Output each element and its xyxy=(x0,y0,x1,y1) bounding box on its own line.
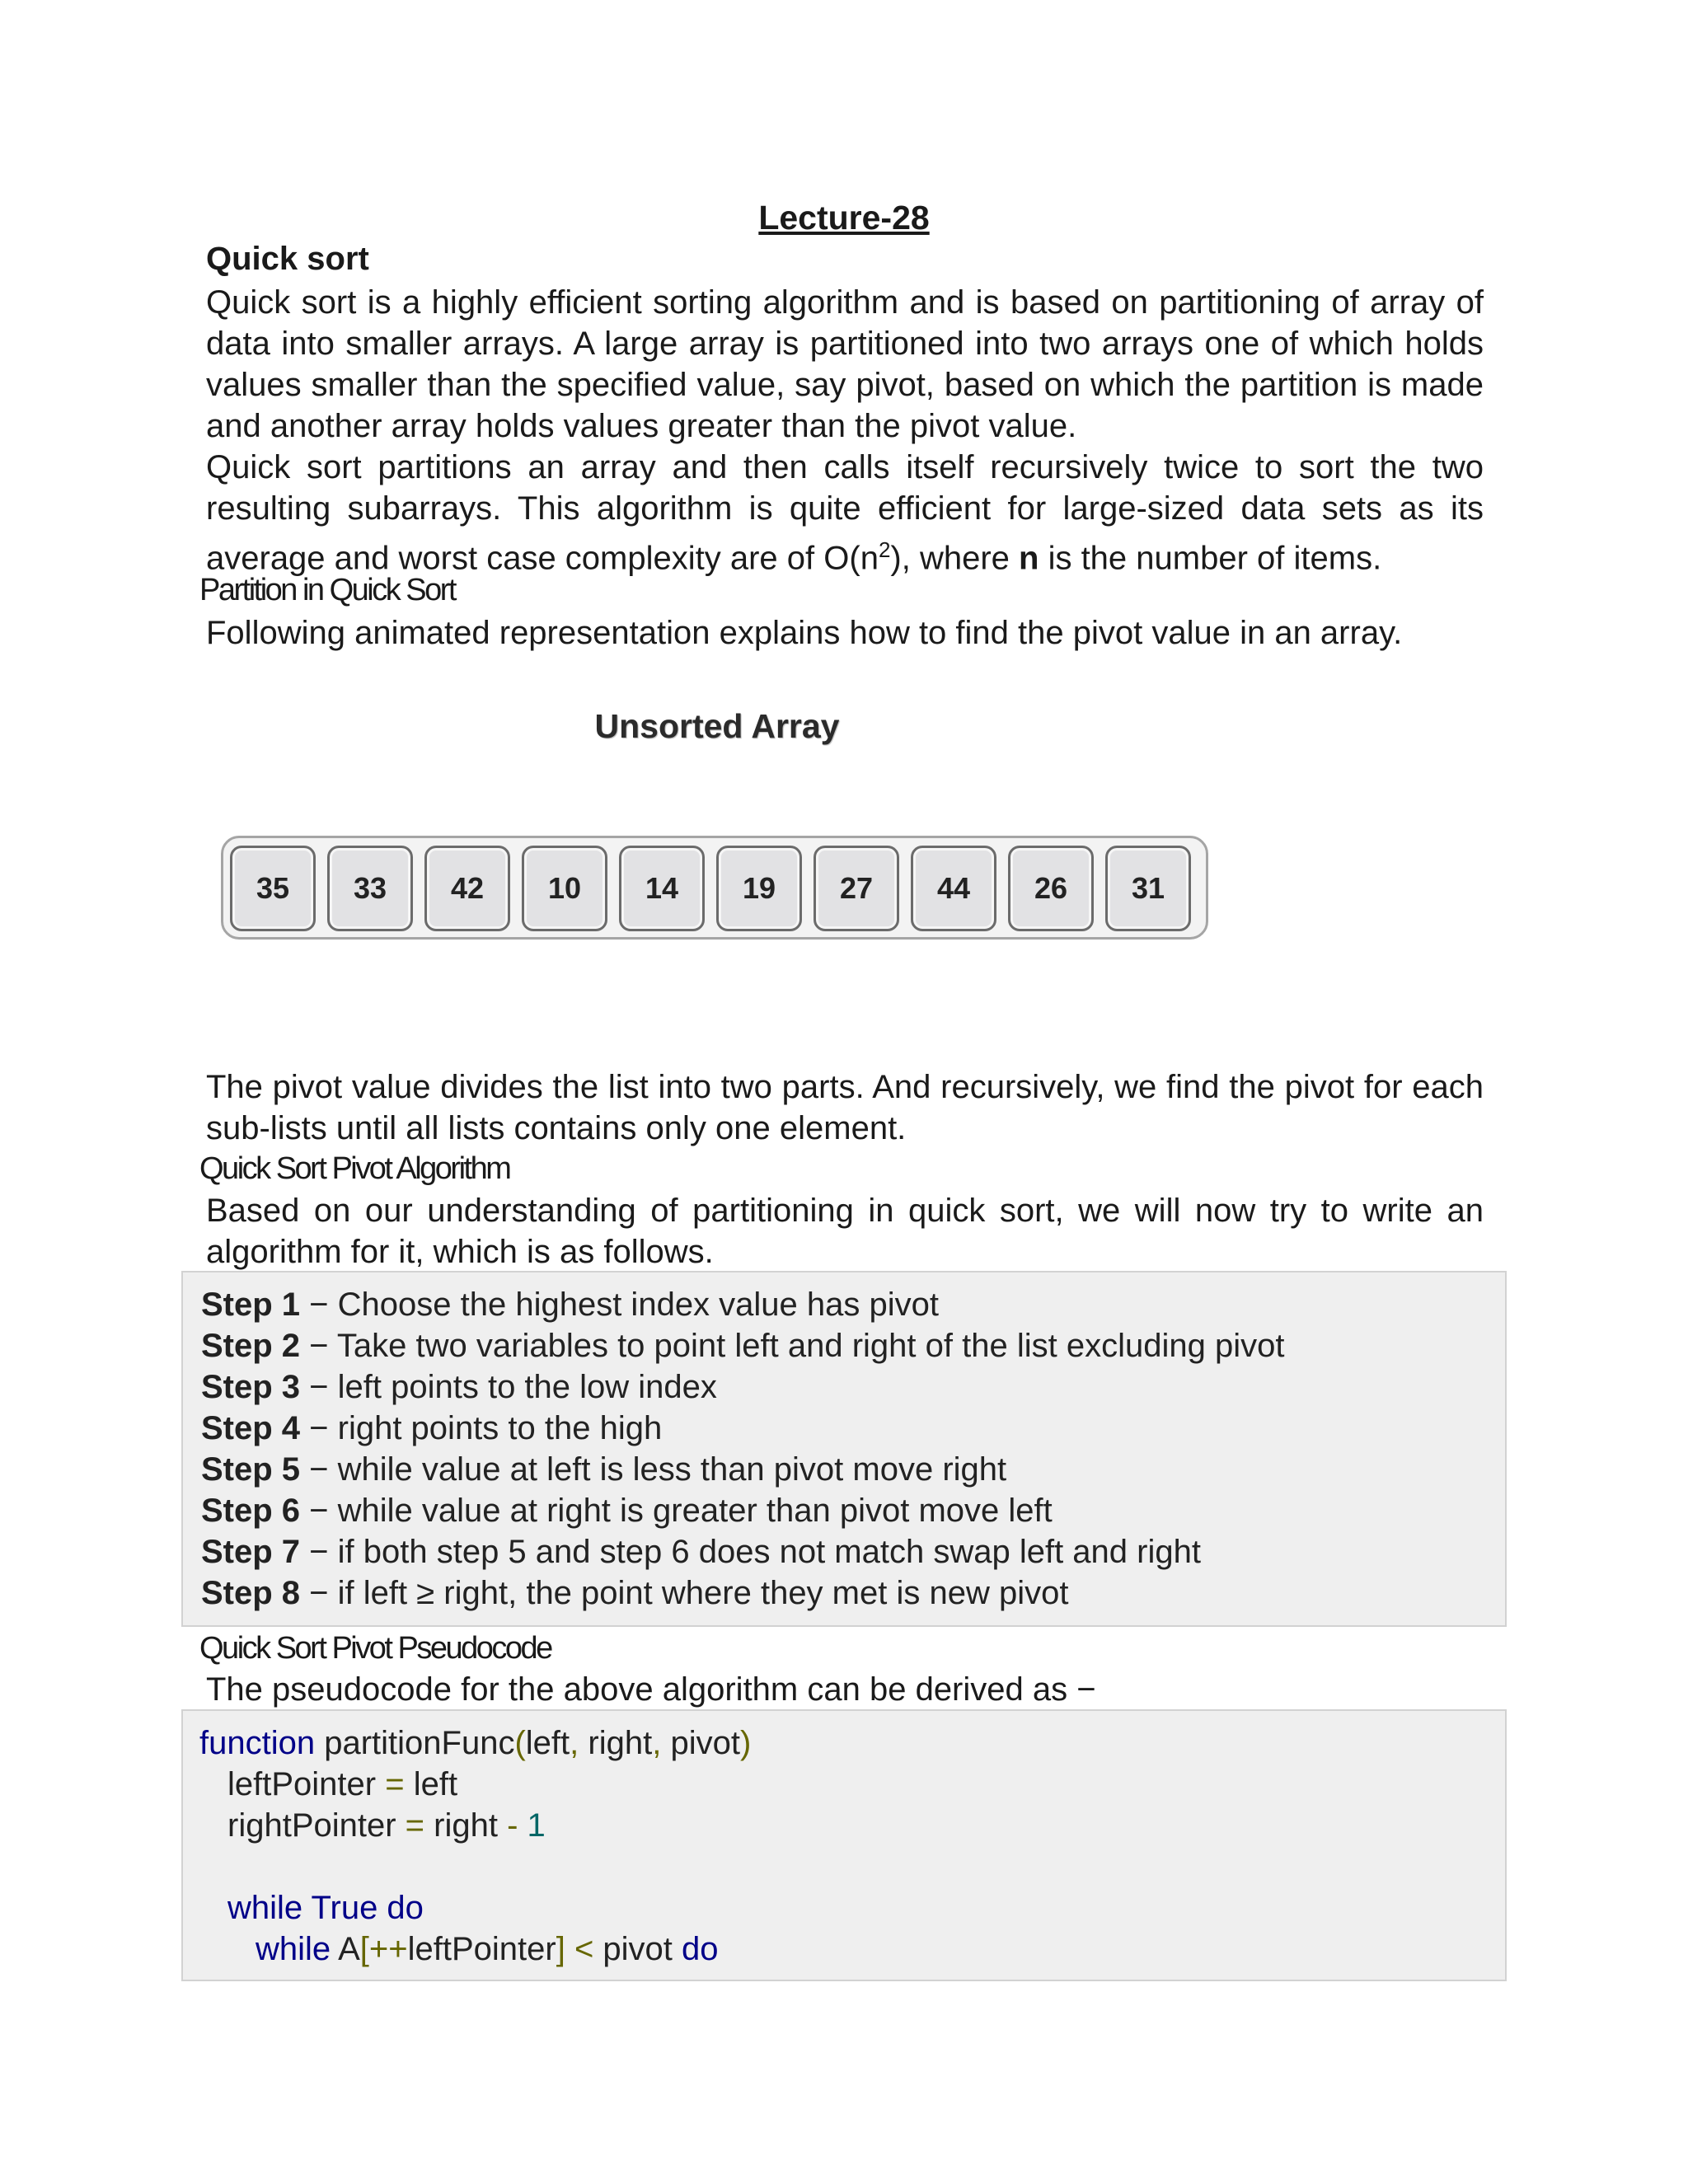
unsorted-array xyxy=(221,836,1208,940)
code-line xyxy=(227,1887,424,1929)
code-identifier: leftPointer xyxy=(227,1766,386,1802)
code-keyword: do xyxy=(682,1931,719,1967)
step-text: − right points to the high xyxy=(300,1410,663,1446)
pivot-paragraph: The pivot value divides the list into two parts. And recursively, we find the pivot for each sub-lists until all lists contains only one element. xyxy=(206,1069,1484,1146)
step-text: − if left ≥ right, the point where they met is new pivot xyxy=(300,1575,1069,1611)
step-label: Step 1 xyxy=(201,1286,301,1323)
code-identifier: rightPointer xyxy=(227,1807,406,1844)
section-heading: Quick sort xyxy=(206,241,369,277)
code-line xyxy=(199,1722,751,1764)
code-punctuation: , xyxy=(570,1725,579,1761)
array-cell: 42 xyxy=(424,846,510,931)
code-punctuation: ( xyxy=(514,1725,526,1761)
code-keyword: while xyxy=(256,1931,331,1967)
step-label: Step 3 xyxy=(201,1369,301,1405)
algorithm-intro: Based on our understanding of partitioning in quick sort, we will now try to write an algorithm for it, which is as follows. xyxy=(206,1193,1484,1270)
partition-text: Following animated representation explains how to find the pivot value in an array. xyxy=(206,615,1403,651)
code-keyword: while xyxy=(227,1890,303,1926)
array-cell: 27 xyxy=(814,846,899,931)
code-identifier: left xyxy=(525,1725,570,1761)
complexity-text-before: Quick sort partitions an array and then calls itself recursively twice to sort the two resulting subarrays. This algorithm is quite efficient for large-sized data sets as its average and worst case complexity are of O(n xyxy=(206,449,1484,577)
complexity-variable: n xyxy=(1019,540,1039,577)
code-identifier: right xyxy=(424,1807,508,1844)
array-cell: 19 xyxy=(716,846,802,931)
step-label: Step 6 xyxy=(201,1493,301,1529)
step-line xyxy=(201,1449,1006,1490)
code-punctuation: [++ xyxy=(359,1931,408,1967)
step-line xyxy=(201,1531,1201,1572)
code-punctuation: < xyxy=(565,1931,594,1967)
step-text: − if both step 5 and step 6 does not match swap left and right xyxy=(300,1534,1201,1570)
array-cell: 10 xyxy=(522,846,607,931)
array-cell: 35 xyxy=(230,846,316,931)
code-identifier: left xyxy=(404,1766,458,1802)
code-punctuation: ) xyxy=(739,1725,752,1761)
step-line xyxy=(201,1325,1284,1366)
code-number: 1 xyxy=(518,1807,546,1844)
complexity-text-middle: ), where xyxy=(890,540,1020,577)
lecture-title: Lecture-28 xyxy=(758,199,930,237)
code-identifier: partitionFunc xyxy=(315,1725,515,1761)
intro-paragraph: Quick sort is a highly efficient sorting algorithm and is based on partitioning of array of data into smaller arrays. A large array is partitioned into two arrays one of which holds values smaller than the specified value, say pivot, based on which the partition is made and another array holds values greater than the pivot value. xyxy=(206,284,1484,444)
code-keyword: do xyxy=(387,1890,424,1926)
algorithm-heading: Quick Sort Pivot Algorithm xyxy=(199,1151,510,1186)
code-identifier: pivot xyxy=(661,1725,740,1761)
step-text: − Choose the highest index value has pivot xyxy=(300,1286,940,1323)
step-line xyxy=(201,1490,1053,1531)
step-label: Step 2 xyxy=(201,1328,301,1364)
complexity-paragraph xyxy=(206,447,1484,579)
code-line xyxy=(227,1805,546,1846)
step-text: − while value at left is less than pivot move right xyxy=(300,1451,1007,1488)
step-label: Step 4 xyxy=(201,1410,301,1446)
step-text: − while value at right is greater than pivot move left xyxy=(300,1493,1053,1529)
code-punctuation: , xyxy=(652,1725,662,1761)
step-text: − left points to the low index xyxy=(300,1369,717,1405)
array-cell: 31 xyxy=(1105,846,1191,931)
algorithm-steps-box xyxy=(181,1271,1507,1627)
code-punctuation: = xyxy=(385,1766,405,1802)
code-punctuation: = xyxy=(405,1807,425,1844)
step-line xyxy=(201,1284,939,1325)
step-line xyxy=(201,1572,1068,1614)
step-label: Step 8 xyxy=(201,1575,301,1611)
code-identifier: pivot xyxy=(593,1931,682,1967)
pseudocode-heading: Quick Sort Pivot Pseudocode xyxy=(199,1631,551,1666)
step-line xyxy=(201,1408,662,1449)
figure-title: Unsorted Array xyxy=(594,707,840,745)
partition-heading: Partition in Quick Sort xyxy=(199,573,455,607)
code-punctuation: - xyxy=(507,1807,518,1844)
code-identifier: A xyxy=(331,1931,360,1967)
array-cell: 44 xyxy=(911,846,996,931)
complexity-text-after: is the number of items. xyxy=(1039,540,1382,577)
array-cell: 14 xyxy=(619,846,705,931)
pseudocode-intro: The pseudocode for the above algorithm can be derived as − xyxy=(206,1671,1096,1708)
step-line xyxy=(201,1366,717,1408)
array-cell: 33 xyxy=(327,846,413,931)
code-keyword: function xyxy=(199,1725,316,1761)
pseudocode-box xyxy=(181,1709,1507,1981)
step-label: Step 5 xyxy=(201,1451,301,1488)
step-text: − Take two variables to point left and right of the list excluding pivot xyxy=(300,1328,1285,1364)
code-identifier: leftPointer xyxy=(407,1931,556,1967)
code-keyword: True xyxy=(302,1890,387,1926)
code-punctuation: ] xyxy=(556,1931,565,1967)
code-identifier: right xyxy=(579,1725,653,1761)
array-cell: 26 xyxy=(1008,846,1094,931)
complexity-exponent: 2 xyxy=(878,537,891,562)
code-line xyxy=(227,1764,457,1805)
code-line xyxy=(256,1929,719,1970)
step-label: Step 7 xyxy=(201,1534,301,1570)
